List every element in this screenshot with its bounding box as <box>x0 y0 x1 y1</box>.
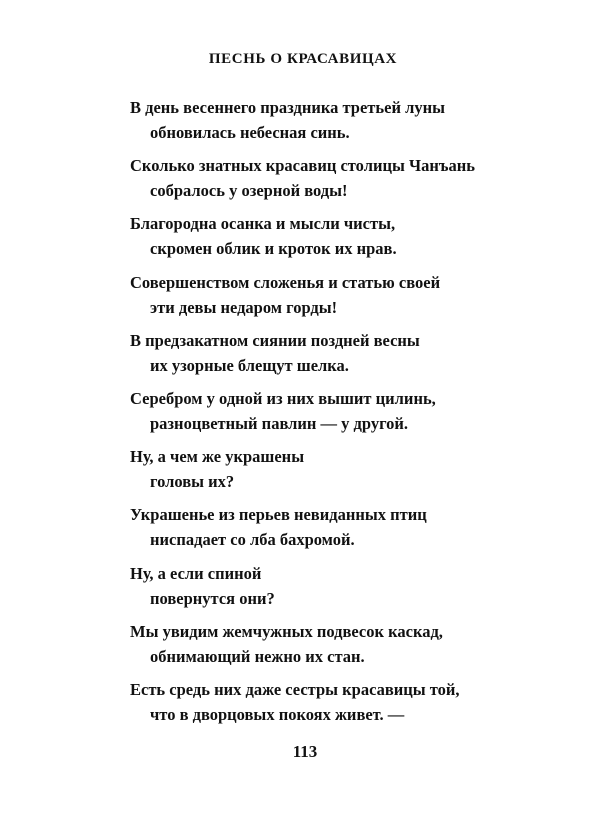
verse-line-indented: головы их? <box>150 472 235 492</box>
verse-line: Ну, а чем же украшены <box>130 447 305 467</box>
verse-line: В предзакатном сиянии поздней весны <box>130 330 420 350</box>
verse-line: Мы увидим жемчужных подвесок каскад, <box>130 621 443 641</box>
verse-line: Ну, а если спиной <box>130 563 262 583</box>
stanza <box>130 270 550 328</box>
stanza <box>130 95 550 153</box>
stanza <box>130 619 550 677</box>
stanza <box>130 153 550 211</box>
verse-line: В день весеннего праздника третьей луны <box>130 98 445 117</box>
verse-line: Есть средь них даже сестры красавицы той, <box>130 679 460 699</box>
verse-line-indented: обнимающий нежно их стан. <box>150 646 365 666</box>
stanza <box>130 328 550 386</box>
poem-body <box>130 95 550 735</box>
verse-line-indented: их узорные блещут шелка. <box>150 355 349 375</box>
verse-line-indented: разноцветный павлин — у другой. <box>150 413 409 433</box>
verse-line-indented: собралось у озерной воды! <box>150 181 348 201</box>
verse-line-indented: ниспадает со лба бахромой. <box>150 530 355 550</box>
verse-line-indented: скромен облик и кроток их нрав. <box>150 239 397 259</box>
verse-line: Украшенье из перьев невиданных птиц <box>130 505 427 525</box>
verse-line-indented: эти девы недаром горды! <box>150 297 338 317</box>
verse-line-indented: повернутся они? <box>150 588 275 608</box>
stanza <box>130 386 550 444</box>
stanza <box>130 561 550 619</box>
verse-line: Благородна осанка и мысли чисты, <box>130 214 396 234</box>
verse-line: Серебром у одной из них вышит цилинь, <box>130 388 436 408</box>
verse-line-indented: что в дворцовых покоях живет. — <box>150 704 405 724</box>
verse-line: Совершенством сложенья и статью своей <box>130 272 441 292</box>
poem-title: ПЕСНЬ О КРАСАВИЦАХ <box>208 51 398 67</box>
verse-line-indented: обновилась небесная синь. <box>150 123 350 142</box>
stanza <box>130 444 550 502</box>
stanza <box>130 502 550 560</box>
page-number: 113 <box>292 742 318 761</box>
stanza <box>130 211 550 269</box>
stanza <box>130 677 550 735</box>
verse-line: Сколько знатных красавиц столицы Чанъань <box>130 156 475 176</box>
